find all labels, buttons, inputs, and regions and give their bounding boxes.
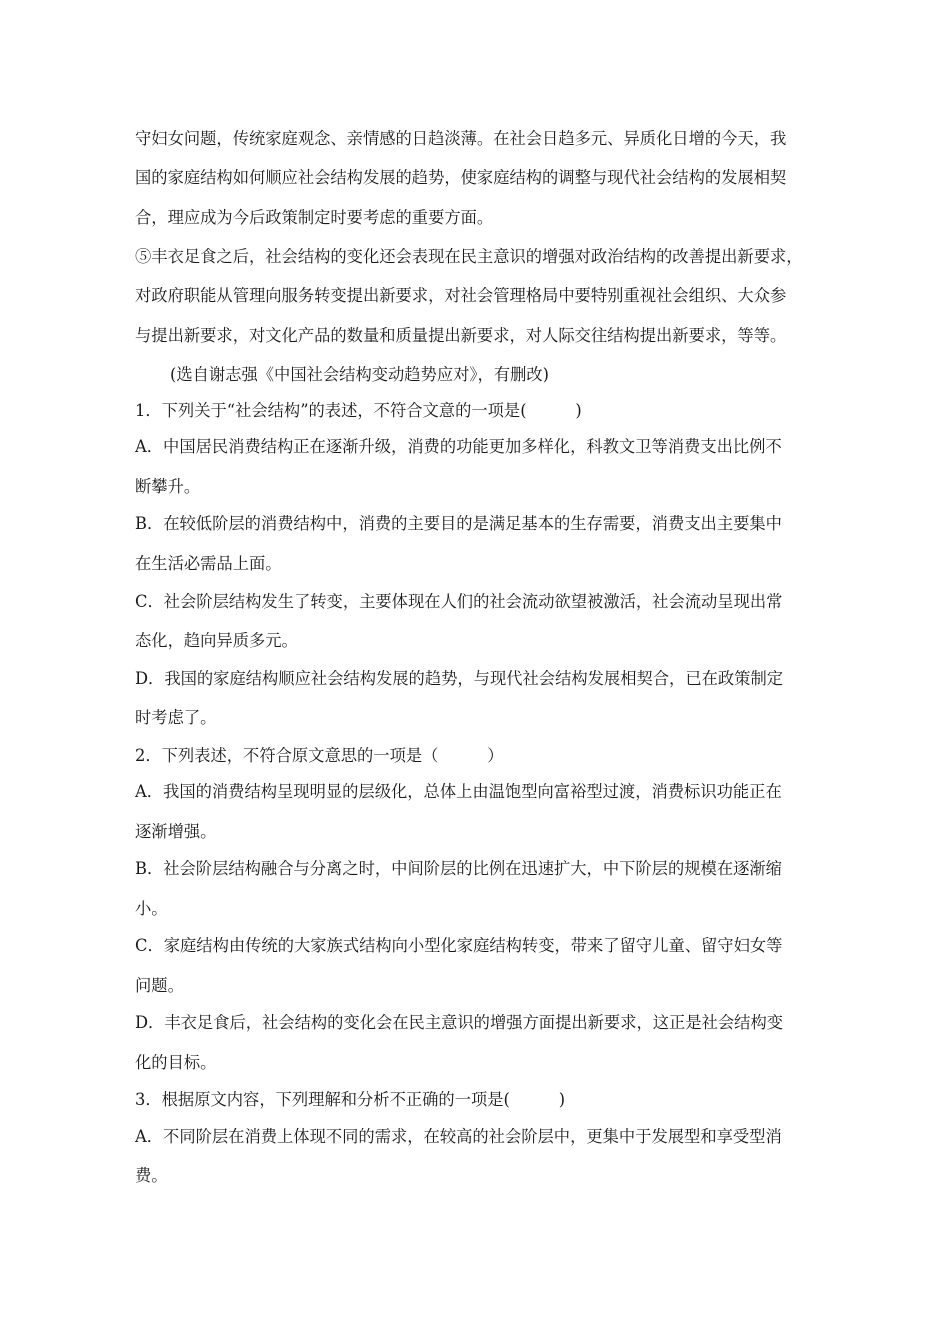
option-line: 在生活必需品上面。 [135, 554, 282, 573]
option-line: 小。 [135, 899, 168, 918]
option-line: 逐渐增强。 [135, 822, 217, 841]
option-line: 态化，趋向异质多元。 [135, 631, 298, 650]
option-line: B．社会阶层结构融合与分离之时，中间阶层的比例在迅速扩大，中下阶层的规模在逐渐缩 [135, 859, 782, 878]
option-line: D．我国的家庭结构顺应社会结构发展的趋势，与现代社会结构发展相契合，已在政策制定 [135, 669, 784, 688]
passage-line: 合，理应成为今后政策制定时要考虑的重要方面。 [135, 208, 494, 227]
option-line: D．丰衣足食后，社会结构的变化会在民主意识的增强方面提出新要求，这正是社会结构变 [135, 1013, 784, 1032]
option-line: C．家庭结构由传统的大家族式结构向小型化家庭结构转变，带来了留守儿童、留守妇女等 [135, 936, 783, 955]
passage-line: 与提出新要求，对文化产品的数量和质量提出新要求，对人际交往结构提出新要求，等等。 [135, 326, 787, 345]
question-stem: 1．下列关于“社会结构”的表述，不符合文意的一项是( ) [135, 401, 582, 420]
passage-line: ⑤丰衣足食之后，社会结构的变化还会表现在民主意识的增强对政治结构的改善提出新要求， [135, 247, 803, 266]
passage-line: 守妇女问题，传统家庭观念、亲情感的日趋淡薄。在社会日趋多元、异质化日增的今天，我 [135, 129, 787, 148]
option-line: 问题。 [135, 976, 184, 995]
option-line: A．中国居民消费结构正在逐渐升级，消费的功能更加多样化，科教文卫等消费支出比例不 [135, 437, 782, 456]
option-line: 时考虑了。 [135, 708, 217, 727]
option-line: 断攀升。 [135, 477, 201, 496]
option-line: A．我国的消费结构呈现明显的层级化，总体上由温饱型向富裕型过渡，消费标识功能正在 [135, 782, 782, 801]
passage-line: 对政府职能从管理向服务转变提出新要求，对社会管理格局中要特别重视社会组织、大众参 [135, 286, 787, 305]
passage-line: 国的家庭结构如何顺应社会结构发展的趋势，使家庭结构的调整与现代社会结构的发展相契 [135, 168, 787, 187]
source-citation: (选自谢志强《中国社会结构变动趋势应对》，有删改) [170, 365, 550, 384]
option-line: A．不同阶层在消费上体现不同的需求，在较高的社会阶层中，更集中于发展型和享受型消 [135, 1127, 782, 1146]
option-line: B．在较低阶层的消费结构中，消费的主要目的是满足基本的生存需要，消费支出主要集中 [135, 514, 782, 533]
question-stem: 3．根据原文内容，下列理解和分析不正确的一项是( ) [135, 1090, 566, 1109]
option-line: 化的目标。 [135, 1053, 217, 1072]
question-stem: 2．下列表述，不符合原文意思的一项是（ ） [135, 746, 504, 765]
option-line: C．社会阶层结构发生了转变，主要体现在人们的社会流动欲望被激活，社会流动呈现出常 [135, 592, 783, 611]
option-line: 费。 [135, 1166, 168, 1185]
